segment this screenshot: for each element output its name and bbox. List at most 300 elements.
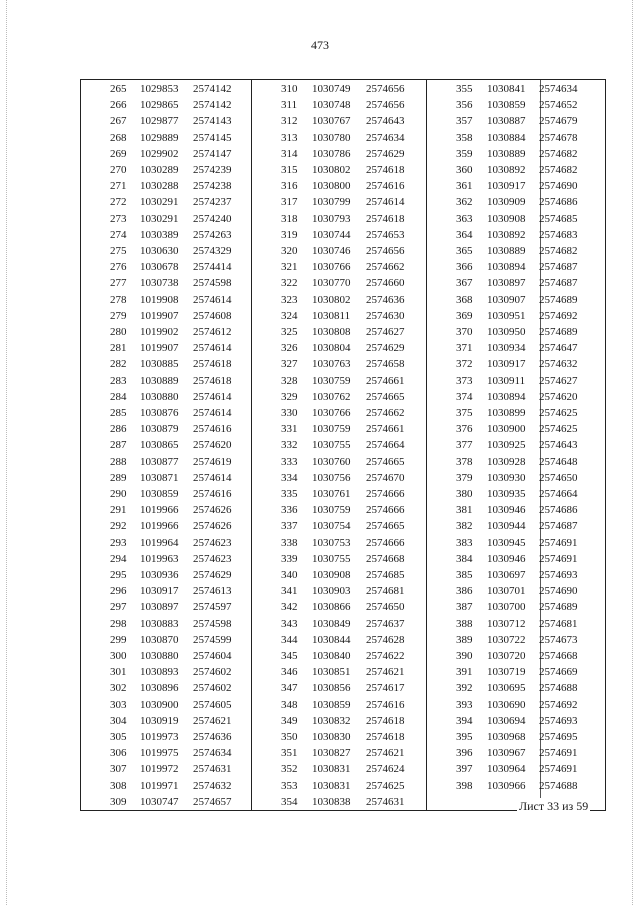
x-coordinate: 1030746 [312,245,351,257]
x-coordinate: 1030389 [140,228,179,241]
point-number: 347 [281,682,298,695]
y-coordinate: 2574689 [539,293,578,306]
x-coordinate: 1030763 [312,358,351,371]
x-coordinate: 1019966 [140,504,179,517]
x-coordinate: 1030831 [312,779,351,792]
point-number: 357 [456,115,473,128]
point-number: 335 [281,488,298,500]
point-number: 353 [281,779,298,792]
point-number: 342 [281,601,298,614]
x-coordinate: 1030630 [140,245,179,257]
point-number: 308 [110,779,127,792]
y-coordinate: 2574617 [366,682,405,695]
point-number: 396 [456,747,473,760]
y-coordinate: 2574634 [539,83,578,95]
point-number: 291 [110,504,127,517]
y-coordinate: 2574652 [539,99,578,112]
y-coordinate: 2574238 [193,180,232,193]
x-coordinate: 1030291 [140,212,179,225]
point-number: 393 [456,698,473,711]
point-number: 383 [456,536,473,549]
x-coordinate: 1030880 [140,650,179,662]
x-coordinate: 1019902 [140,326,179,338]
y-coordinate: 2574614 [193,471,232,484]
y-coordinate: 2574656 [366,245,405,257]
x-coordinate: 1029865 [140,99,179,112]
y-coordinate: 2574626 [193,504,232,517]
point-number: 297 [110,601,127,614]
point-number: 272 [110,196,127,209]
point-number: 395 [456,731,473,743]
x-coordinate: 1019964 [140,536,179,549]
x-coordinate: 1030866 [312,601,351,614]
y-coordinate: 2574627 [366,326,405,338]
y-coordinate: 2574690 [539,585,578,598]
x-coordinate: 1030747 [140,795,179,808]
y-coordinate: 2574142 [193,99,232,112]
y-coordinate: 2574679 [539,115,578,128]
y-coordinate: 2574661 [366,423,405,436]
point-number: 305 [110,731,127,743]
x-coordinate: 1030899 [487,407,526,419]
x-coordinate: 1030291 [140,196,179,209]
x-coordinate: 1030925 [487,439,526,452]
y-coordinate: 2574618 [193,374,232,387]
y-coordinate: 2574602 [193,682,232,695]
point-number: 316 [281,180,298,193]
x-coordinate: 1030288 [140,180,179,193]
point-number: 284 [110,390,127,403]
point-number: 306 [110,747,127,760]
x-coordinate: 1030802 [312,164,351,176]
y-coordinate: 2574608 [193,309,232,322]
y-coordinate: 2574643 [539,439,578,452]
point-number: 275 [110,245,127,257]
y-coordinate: 2574598 [193,617,232,630]
point-number: 274 [110,228,127,241]
point-number: 271 [110,180,127,193]
y-coordinate: 2574629 [193,569,232,581]
y-coordinate: 2574688 [539,779,578,792]
y-coordinate: 2574656 [366,99,405,112]
point-number: 296 [110,585,127,598]
point-number: 280 [110,326,127,338]
point-number: 350 [281,731,298,743]
y-coordinate: 2574145 [193,131,232,144]
y-coordinate: 2574632 [193,779,232,792]
y-coordinate: 2574239 [193,164,232,176]
y-coordinate: 2574622 [366,650,405,662]
x-coordinate: 1030827 [312,747,351,760]
point-number: 385 [456,569,473,581]
x-coordinate: 1030761 [312,488,351,500]
y-coordinate: 2574692 [539,309,578,322]
y-coordinate: 2574631 [193,763,232,776]
y-coordinate: 2574687 [539,277,578,290]
point-number: 301 [110,666,127,679]
y-coordinate: 2574662 [366,407,405,419]
y-coordinate: 2574695 [539,731,578,743]
y-coordinate: 2574604 [193,650,232,662]
y-coordinate: 2574616 [193,488,232,500]
y-coordinate: 2574632 [539,358,578,371]
x-coordinate: 1019966 [140,520,179,533]
y-coordinate: 2574598 [193,277,232,290]
point-number: 381 [456,504,473,517]
y-coordinate: 2574616 [193,423,232,436]
x-coordinate: 1030678 [140,261,179,274]
x-coordinate: 1030896 [140,682,179,695]
x-coordinate: 1019972 [140,763,179,776]
point-number: 299 [110,633,127,646]
y-coordinate: 2574665 [366,455,405,468]
point-number: 351 [281,747,298,760]
y-coordinate: 2574686 [539,504,578,517]
point-number: 367 [456,277,473,290]
column-divider-1 [251,80,252,810]
y-coordinate: 2574627 [539,374,578,387]
point-number: 298 [110,617,127,630]
point-number: 286 [110,423,127,436]
point-number: 382 [456,520,473,533]
y-coordinate: 2574690 [539,180,578,193]
point-number: 392 [456,682,473,695]
x-coordinate: 1030871 [140,471,179,484]
y-coordinate: 2574602 [193,666,232,679]
x-coordinate: 1030889 [487,245,526,257]
y-coordinate: 2574613 [193,585,232,598]
y-coordinate: 2574634 [366,131,405,144]
point-number: 398 [456,779,473,792]
point-number: 310 [281,83,298,95]
x-coordinate: 1030885 [140,358,179,371]
point-number: 334 [281,471,298,484]
x-coordinate: 1030701 [487,585,526,598]
y-coordinate: 2574664 [366,439,405,452]
y-coordinate: 2574665 [366,520,405,533]
point-number: 361 [456,180,473,193]
point-number: 370 [456,326,473,338]
x-coordinate: 1030966 [487,779,526,792]
x-coordinate: 1030720 [487,650,526,662]
point-number: 283 [110,374,127,387]
point-number: 324 [281,309,298,322]
point-number: 372 [456,358,473,371]
point-number: 368 [456,293,473,306]
y-coordinate: 2574687 [539,261,578,274]
y-coordinate: 2574142 [193,83,232,95]
point-number: 330 [281,407,298,419]
point-number: 343 [281,617,298,630]
point-number: 356 [456,99,473,112]
x-coordinate: 1030897 [487,277,526,290]
y-coordinate: 2574678 [539,131,578,144]
y-coordinate: 2574620 [193,439,232,452]
x-coordinate: 1030766 [312,261,351,274]
x-coordinate: 1030697 [487,569,526,581]
y-coordinate: 2574625 [366,779,405,792]
y-coordinate: 2574618 [193,358,232,371]
x-coordinate: 1030907 [487,293,526,306]
y-coordinate: 2574614 [193,293,232,306]
x-coordinate: 1030831 [312,763,351,776]
y-coordinate: 2574666 [366,488,405,500]
x-coordinate: 1030690 [487,698,526,711]
y-coordinate: 2574636 [366,293,405,306]
x-coordinate: 1030936 [140,569,179,581]
x-coordinate: 1030883 [140,617,179,630]
y-coordinate: 2574414 [193,261,232,274]
y-coordinate: 2574616 [366,180,405,193]
point-number: 346 [281,666,298,679]
x-coordinate: 1029889 [140,131,179,144]
point-number: 319 [281,228,298,241]
point-number: 355 [456,83,473,95]
point-number: 285 [110,407,127,419]
x-coordinate: 1029902 [140,147,179,160]
point-number: 288 [110,455,127,468]
y-coordinate: 2574599 [193,633,232,646]
y-coordinate: 2574661 [366,374,405,387]
point-number: 329 [281,390,298,403]
x-coordinate: 1030767 [312,115,351,128]
x-coordinate: 1019973 [140,731,179,743]
point-number: 295 [110,569,127,581]
x-coordinate: 1030759 [312,374,351,387]
x-coordinate: 1030755 [312,552,351,565]
y-coordinate: 2574689 [539,601,578,614]
y-coordinate: 2574688 [539,682,578,695]
x-coordinate: 1030780 [312,131,351,144]
x-coordinate: 1019971 [140,779,179,792]
y-coordinate: 2574664 [539,488,578,500]
point-number: 321 [281,261,298,274]
x-coordinate: 1030808 [312,326,351,338]
point-number: 323 [281,293,298,306]
y-coordinate: 2574691 [539,747,578,760]
x-coordinate: 1030894 [487,390,526,403]
y-coordinate: 2574625 [539,423,578,436]
x-coordinate: 1019907 [140,342,179,355]
point-number: 344 [281,633,298,646]
y-coordinate: 2574660 [366,277,405,290]
point-number: 378 [456,455,473,468]
point-number: 281 [110,342,127,355]
point-number: 273 [110,212,127,225]
x-coordinate: 1030289 [140,164,179,176]
point-number: 326 [281,342,298,355]
x-coordinate: 1030951 [487,309,526,322]
y-coordinate: 2574630 [366,309,405,322]
y-coordinate: 2574687 [539,520,578,533]
point-number: 349 [281,714,298,727]
point-number: 388 [456,617,473,630]
y-coordinate: 2574143 [193,115,232,128]
point-number: 307 [110,763,127,776]
x-coordinate: 1030760 [312,455,351,468]
y-coordinate: 2574668 [366,552,405,565]
point-number: 294 [110,552,127,565]
x-coordinate: 1030917 [487,358,526,371]
x-coordinate: 1030865 [140,439,179,452]
y-coordinate: 2574693 [539,569,578,581]
point-number: 365 [456,245,473,257]
x-coordinate: 1030928 [487,455,526,468]
x-coordinate: 1030786 [312,147,351,160]
x-coordinate: 1030859 [140,488,179,500]
y-coordinate: 2574693 [539,714,578,727]
y-coordinate: 2574624 [366,763,405,776]
x-coordinate: 1030838 [312,795,351,808]
point-number: 331 [281,423,298,436]
scan-edge-right [632,0,633,905]
x-coordinate: 1030754 [312,520,351,533]
y-coordinate: 2574263 [193,228,232,241]
y-coordinate: 2574614 [193,390,232,403]
y-coordinate: 2574618 [366,212,405,225]
point-number: 379 [456,471,473,484]
x-coordinate: 1030770 [312,277,351,290]
point-number: 269 [110,147,127,160]
point-number: 268 [110,131,127,144]
y-coordinate: 2574623 [193,552,232,565]
x-coordinate: 1030859 [312,698,351,711]
point-number: 318 [281,212,298,225]
point-number: 304 [110,714,127,727]
x-coordinate: 1030930 [487,471,526,484]
x-coordinate: 1030859 [487,99,526,112]
x-coordinate: 1030894 [487,261,526,274]
point-number: 282 [110,358,127,371]
point-number: 360 [456,164,473,176]
y-coordinate: 2574621 [366,747,405,760]
y-coordinate: 2574626 [193,520,232,533]
point-number: 332 [281,439,298,452]
y-coordinate: 2574691 [539,536,578,549]
x-coordinate: 1030944 [487,520,526,533]
point-number: 328 [281,374,298,387]
y-coordinate: 2574621 [193,714,232,727]
point-number: 352 [281,763,298,776]
x-coordinate: 1030900 [487,423,526,436]
x-coordinate: 1030946 [487,552,526,565]
y-coordinate: 2574650 [366,601,405,614]
point-number: 312 [281,115,298,128]
point-number: 270 [110,164,127,176]
x-coordinate: 1030879 [140,423,179,436]
y-coordinate: 2574658 [366,358,405,371]
point-number: 359 [456,147,473,160]
x-coordinate: 1030892 [487,228,526,241]
point-number: 325 [281,326,298,338]
x-coordinate: 1030877 [140,455,179,468]
x-coordinate: 1030856 [312,682,351,695]
point-number: 302 [110,682,127,695]
y-coordinate: 2574240 [193,212,232,225]
x-coordinate: 1030802 [312,293,351,306]
y-coordinate: 2574618 [366,164,405,176]
point-number: 341 [281,585,298,598]
x-coordinate: 1030762 [312,390,351,403]
y-coordinate: 2574625 [539,407,578,419]
point-number: 391 [456,666,473,679]
y-coordinate: 2574666 [366,536,405,549]
x-coordinate: 1030917 [487,180,526,193]
x-coordinate: 1030911 [487,374,526,387]
point-number: 317 [281,196,298,209]
x-coordinate: 1030756 [312,471,351,484]
x-coordinate: 1030950 [487,326,526,338]
x-coordinate: 1030719 [487,666,526,679]
point-number: 287 [110,439,127,452]
point-number: 276 [110,261,127,274]
y-coordinate: 2574614 [193,342,232,355]
x-coordinate: 1030909 [487,196,526,209]
point-number: 339 [281,552,298,565]
x-coordinate: 1030945 [487,536,526,549]
point-number: 314 [281,147,298,160]
x-coordinate: 1030695 [487,682,526,695]
point-number: 265 [110,83,127,95]
point-number: 363 [456,212,473,225]
x-coordinate: 1030884 [487,131,526,144]
point-number: 387 [456,601,473,614]
y-coordinate: 2574616 [366,698,405,711]
x-coordinate: 1030893 [140,666,179,679]
x-coordinate: 1030744 [312,228,351,241]
point-number: 348 [281,698,298,711]
y-coordinate: 2574665 [366,390,405,403]
x-coordinate: 1019908 [140,293,179,306]
point-number: 279 [110,309,127,322]
x-coordinate: 1030753 [312,536,351,549]
point-number: 277 [110,277,127,290]
scan-edge-left [6,0,7,905]
x-coordinate: 1030840 [312,650,351,662]
point-number: 300 [110,650,127,662]
point-number: 397 [456,763,473,776]
x-coordinate: 1030876 [140,407,179,419]
point-number: 311 [281,99,298,112]
point-number: 267 [110,115,127,128]
x-coordinate: 1019975 [140,747,179,760]
x-coordinate: 1030903 [312,585,351,598]
x-coordinate: 1030964 [487,763,526,776]
x-coordinate: 1030889 [140,374,179,387]
point-number: 375 [456,407,473,419]
y-coordinate: 2574681 [366,585,405,598]
x-coordinate: 1030946 [487,504,526,517]
y-coordinate: 2574620 [539,390,578,403]
x-coordinate: 1029853 [140,83,179,95]
x-coordinate: 1030870 [140,633,179,646]
x-coordinate: 1019963 [140,552,179,565]
y-coordinate: 2574612 [193,326,232,338]
y-coordinate: 2574657 [193,795,232,808]
y-coordinate: 2574691 [539,763,578,776]
x-coordinate: 1030800 [312,180,351,193]
x-coordinate: 1029877 [140,115,179,128]
point-number: 364 [456,228,473,241]
point-number: 374 [456,390,473,403]
point-number: 313 [281,131,298,144]
point-number: 315 [281,164,298,176]
y-coordinate: 2574662 [366,261,405,274]
point-number: 293 [110,536,127,549]
point-number: 345 [281,650,298,662]
y-coordinate: 2574614 [366,196,405,209]
y-coordinate: 2574629 [366,147,405,160]
